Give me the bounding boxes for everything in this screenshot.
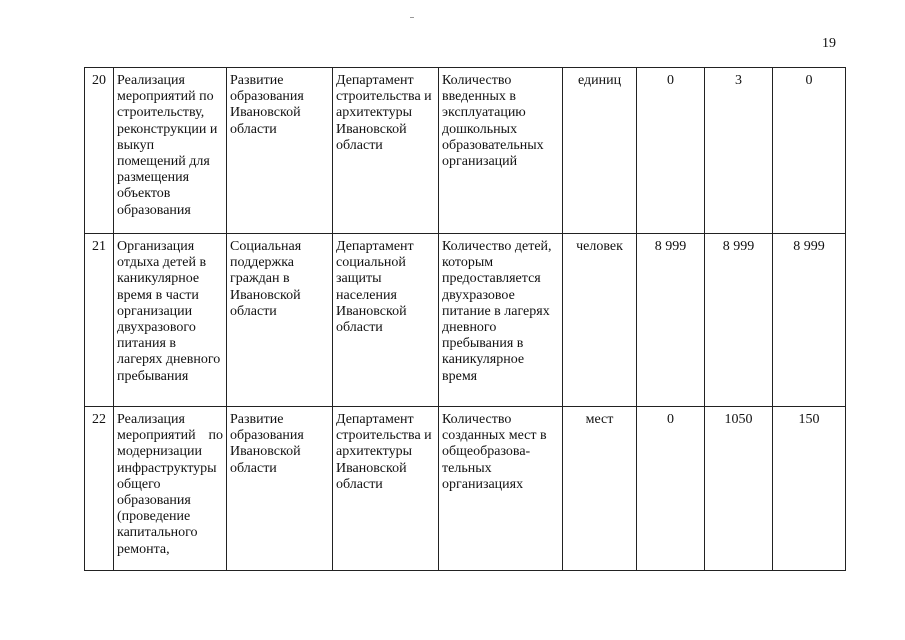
event-cell: Реализация мероприятий по модернизации инфраструктуры общего образования (проведение капитального ремонта, [114,407,227,571]
value-cell-3: 150 [773,407,846,571]
value-cell-3: 0 [773,68,846,234]
table-row [85,234,846,407]
indicators-table [84,67,846,571]
program-cell: Развитие образования Ивановской области [227,68,333,234]
value-cell-1: 0 [637,68,705,234]
indicator-cell: Количество введенных в эксплуатацию дошкольных образовательных организаций [439,68,563,234]
event-cell: Организация отдыха детей в каникулярное время в части организации двухразового питания в лагерях дневного пребывания [114,234,227,407]
table-row [85,407,846,571]
event-cell: Реализация мероприятий по строительству, реконструкции и выкуп помещений для размещения объектов образования [114,68,227,234]
value-cell-1: 8 999 [637,234,705,407]
value-cell-2: 1050 [705,407,773,571]
row-number: 21 [85,234,114,407]
value-cell-3: 8 999 [773,234,846,407]
value-cell-1: 0 [637,407,705,571]
executor-cell: Департамент строительства и архитектуры Ивановской области [333,68,439,234]
row-number: 22 [85,407,114,571]
row-number: 20 [85,68,114,234]
unit-cell: единиц [563,68,637,234]
program-cell: Развитие образования Ивановской области [227,407,333,571]
executor-cell: Департамент строительства и архитектуры Ивановской области [333,407,439,571]
value-cell-2: 8 999 [705,234,773,407]
value-cell-2: 3 [705,68,773,234]
scan-speck [410,17,414,18]
indicator-cell: Количество детей, которым предоставляется двухразовое питание в лагерях дневного пребывания в каникулярное время [439,234,563,407]
executor-cell: Департамент социальной защиты населения Ивановской области [333,234,439,407]
unit-cell: мест [563,407,637,571]
table-row [85,68,846,234]
page-number: 19 [822,36,836,51]
program-cell: Социальная поддержка граждан в Ивановской области [227,234,333,407]
unit-cell: человек [563,234,637,407]
indicator-cell: Количество созданных мест в общеобразова-тельных организациях [439,407,563,571]
